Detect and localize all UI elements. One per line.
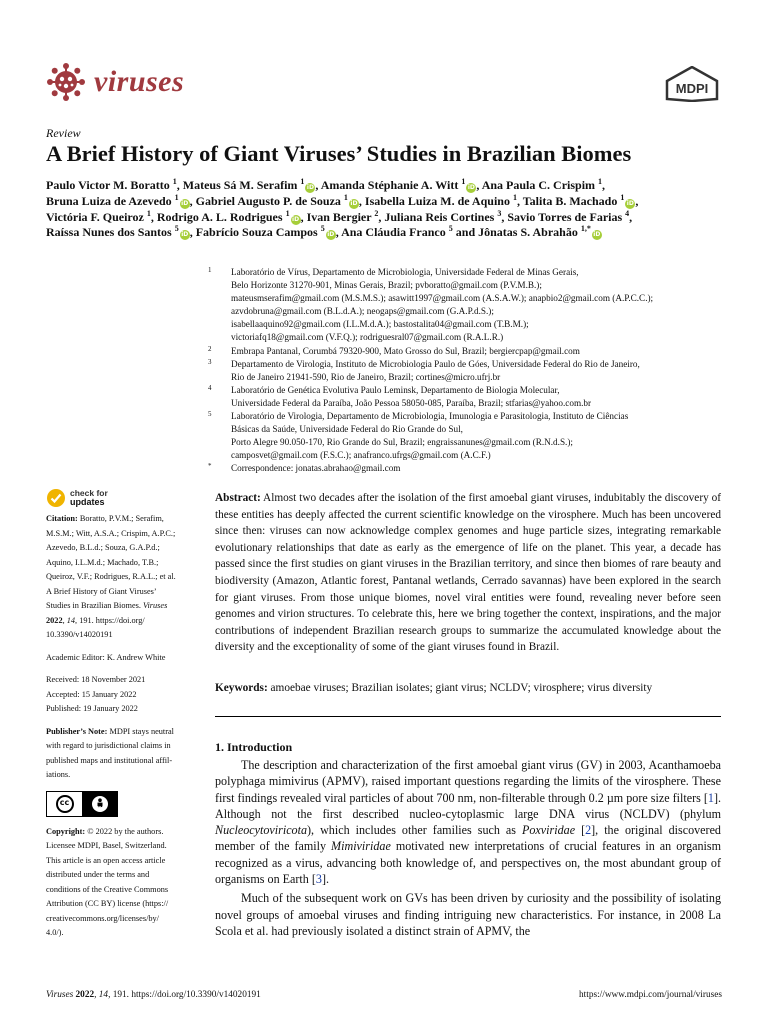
publishers-note-label: Publisher’s Note:	[46, 726, 108, 736]
by-label: BY	[96, 806, 104, 812]
check-updates-line1: check for	[70, 488, 108, 498]
author-name[interactable]	[507, 210, 632, 224]
author-name[interactable]	[341, 225, 475, 239]
reference-link[interactable]: 2	[585, 823, 592, 838]
citation-label: Citation:	[46, 514, 78, 523]
affiliation	[206, 462, 726, 475]
author-name[interactable]	[384, 210, 504, 224]
citation: Citation: Boratto, P.V.M.; Serafim, M.S.M.; Witt, A.S.A.; Crispim, A.P.C.; Azevedo, B.L.d.; Souza, G.A.P.d.; Aquino, I.L.M.d.; Machado, T.B.; Queiroz, V.F.; Rodrigues, R.A.L.; et al. A Brief History of Giant Viruses’ Studies in Brazilian Biomes. Viruses 2022, 14, 191. https://doi.org/ 10.3390/v14020191	[46, 514, 176, 639]
affiliation-marker: 1	[300, 177, 305, 186]
footer-journal-url[interactable]: https://www.mdpi.com/journal/viruses	[579, 990, 722, 1000]
citation-volume: 14	[66, 615, 76, 625]
copyright-line: © 2022 by the authors.	[85, 826, 164, 836]
footer-year: 2022	[75, 990, 95, 1000]
affiliation	[206, 410, 726, 462]
affiliation-marker: 1	[598, 177, 603, 186]
copyright-line: 4.0/).	[46, 928, 64, 937]
check-updates-icon	[46, 488, 66, 508]
author-name-text: Bruna Luiza de Azevedo	[46, 193, 172, 208]
publishers-note-line: with regard to jurisdictional claims in	[46, 741, 171, 750]
text-run: ], the original discovered member of the family	[215, 823, 721, 854]
orcid-icon[interactable]: iD	[593, 231, 601, 239]
orcid-icon[interactable]: iD	[292, 215, 300, 223]
author-name-text: Juliana Reis Cortines	[384, 209, 495, 224]
author-separator: ,	[501, 209, 505, 224]
author-name-text: Isabella Luiza M. de Aquino	[364, 193, 510, 208]
abstract-label: Abstract:	[215, 492, 261, 504]
author-name[interactable]	[183, 178, 319, 192]
sidebar	[46, 488, 196, 949]
publishers-note	[46, 725, 196, 783]
author-name-text: Amanda Stéphanie A. Witt	[320, 178, 459, 192]
author-name[interactable]	[365, 194, 520, 208]
text-run: ), which includes other families such as	[307, 823, 522, 838]
author-name-text: Talita B. Machado	[522, 193, 618, 208]
affiliation-line: camposvet@gmail.com (F.S.C.); anafranco.ufrgs@gmail.com (A.C.F.)	[231, 450, 491, 461]
dates	[46, 673, 196, 717]
affiliation-line: azvdobruna@gmail.com (B.L.d.A.); neogaps@gmail.com (G.A.P.d.S.);	[231, 306, 494, 317]
author-name-text: Fabrício Souza Campos	[195, 225, 318, 240]
affiliation-marker: 1	[620, 192, 625, 202]
affiliation	[206, 358, 726, 384]
publishers-note-line: iations.	[46, 770, 71, 779]
copyright-line: Attribution (CC BY) license (https://	[46, 899, 169, 908]
author-separator: ,	[358, 193, 362, 208]
author-list	[46, 178, 736, 241]
author-name-text: Raíssa Nunes dos Santos	[46, 225, 172, 240]
section-divider	[215, 716, 721, 717]
author-name[interactable]	[196, 225, 339, 239]
text-run: The description and characterization of the first amoebal giant virus (GV) in 2003, Acanthamoeba polyphaga mimivirus (APMV), raised important questions regarding the limits of the virosphere. These first findings revealed viral particles of about 700 nm, non-filterable through 0.2 µm pore size filters [	[215, 758, 721, 805]
affiliation-number: 1	[208, 266, 212, 274]
orcid-icon[interactable]: iD	[467, 184, 475, 191]
affiliation-number: 5	[208, 410, 212, 419]
affiliations	[206, 266, 726, 476]
keywords-text: amoebae viruses; Brazilian isolates; giant virus; NCLDV; virosphere; virus diversity	[267, 682, 653, 694]
orcid-icon[interactable]: iD	[350, 199, 358, 207]
citation-journal: Viruses	[143, 601, 168, 610]
affiliation-line: Departamento de Virologia, Instituto de Microbiologia Paulo de Góes, Universidade Federal do Rio de Janeiro,	[231, 358, 640, 369]
author-name[interactable]	[46, 194, 193, 208]
author-separator: ,	[635, 193, 639, 208]
journal-name: viruses	[94, 65, 185, 98]
author-separator: ,	[150, 209, 154, 224]
affiliation-marker: 1,*	[580, 224, 591, 234]
author-separator: ,	[189, 193, 193, 208]
introduction-body	[215, 757, 721, 939]
author-name-text: Rodrigo A. L. Rodrigues	[156, 209, 283, 224]
paragraph: Much of the subsequent work on GVs has been driven by curiosity and the possibility of isolating novel groups of amoebal viruses and finding intriguing new characteristics. For instance, in 2008 La Scola et al. had previously isolated a distinct strain of APMV, the	[215, 891, 721, 938]
affiliation-line: Universidade Federal da Paraíba, João Pessoa 58050-085, Paraíba, Brazil; stfarias@yahoo.com.br	[231, 397, 592, 408]
citation-doi-link[interactable]: 10.3390/v14020191	[46, 630, 113, 639]
affiliation-line: Embrapa Pantanal, Corumbá 79320-900, Mato Grosso do Sul, Brazil; bergiercpap@gmail.com	[231, 345, 580, 356]
author-name-text: Ana Paula C. Crispim	[481, 178, 596, 192]
affiliation-line: Básicas da Saúde, Universidade Federal do Rio Grande do Sul,	[231, 424, 463, 435]
abstract-text: Almost two decades after the isolation of the first amoebal giant viruses, indubitably the discovery of these entities has deeply affected the current scientific knowledge on the virosphere. Much has been uncovered since then: viruses can now acknowledge complex genomes and huge particle sizes, integrating remarkable evolutionary relationships that date as early as the emergence of life on the planet. This year, a decade has passed since the first studies on giant viruses in the Brazilian territory, and since then biomes of rare beauty and biodiversity (Amazon, Atlantic forest, Pantanal wetlands, Cerrado savannas) have been explored in the search for giant viruses. From those unique biomes, novel viral entities were found, revealing never before seen genomes and virion structures. To celebrate this, here we bring together the context, inspirations, and the major contributions of independent Brazilian research groups to summarize the accumulated knowledge about the diversity and the exceptionality of some of the giant viruses found in Brazil.	[215, 492, 721, 654]
author-separator: and	[452, 225, 476, 240]
footer-citation: Viruses 2022, 14, 191. https://doi.org/10.3390/v14020191	[46, 990, 261, 1000]
author-name-text: Ivan Bergier	[306, 209, 372, 224]
text-run: [	[575, 823, 586, 838]
reference-link[interactable]: 3	[315, 872, 322, 887]
affiliation-number: 4	[208, 383, 212, 392]
author-separator: ,	[378, 209, 382, 224]
mdpi-logo-icon[interactable]	[664, 66, 720, 102]
footer-doi[interactable]: , 191. https://doi.org/10.3390/v14020191	[108, 990, 261, 1000]
copyright-line: This article is an open access article	[46, 855, 166, 865]
citation-line: Queiroz, V.F.; Rodrigues, R.A.L.; et al.	[46, 572, 176, 581]
citation-line: Boratto, P.V.M.; Serafim,	[79, 514, 164, 523]
text-run-italic: Mimiviridae	[331, 839, 391, 854]
publisher-name: MDPI	[675, 81, 709, 96]
reference-link[interactable]: 1	[707, 790, 714, 805]
copyright-line: distributed under the terms and	[46, 870, 150, 879]
author-name[interactable]	[46, 225, 193, 239]
citation-rest: , 191. https://doi.org/	[75, 615, 145, 625]
author-separator: ,	[516, 193, 520, 208]
publishers-note-line: published maps and institutional affil-	[46, 755, 173, 765]
received-date: Received: 18 November 2021	[46, 675, 146, 684]
keywords	[215, 680, 721, 696]
affiliation-line: mateusmserafim@gmail.com (M.S.M.S.); asawitt1997@gmail.com (A.S.A.W.); anapbio2@gmail.com (A.P.C.C.);	[231, 293, 654, 304]
orcid-icon[interactable]: iD	[181, 199, 189, 207]
academic-editor: Academic Editor: K. Andrew White	[46, 652, 166, 662]
copyright-line: Licensee MDPI, Basel, Switzerland.	[46, 841, 167, 850]
affiliation-marker: 5	[174, 224, 179, 234]
affiliation-line: Rio de Janeiro 21941-590, Rio de Janeiro, Brazil; cortines@micro.ufrj.br	[231, 371, 501, 382]
copyright	[46, 825, 196, 941]
published-date: Published: 19 January 2022	[46, 704, 138, 713]
author-name[interactable]	[307, 210, 382, 224]
virus-logo-icon	[46, 62, 86, 102]
author-separator: ,	[315, 178, 319, 192]
affiliation-marker: 5	[448, 224, 453, 234]
affiliation-marker: 1	[343, 192, 348, 202]
author-name[interactable]	[321, 178, 480, 192]
affiliation-marker: 1	[174, 192, 179, 202]
journal-logo[interactable]	[46, 62, 184, 102]
author-line	[46, 210, 736, 226]
author-name-text: Mateus Sá M. Serafim	[182, 178, 298, 192]
affiliation-line: isabellaaquino92@gmail.com (I.L.M.d.A.); bastostalita04@gmail.com (T.B.M.);	[231, 319, 529, 330]
citation-line: Studies in Brazilian Biomes.	[46, 601, 141, 610]
author-separator: ,	[189, 225, 193, 240]
affiliation-marker: 1	[146, 208, 151, 218]
affiliation-marker: 1	[461, 177, 466, 186]
affiliation-marker: 2	[374, 208, 379, 218]
orcid-icon[interactable]: iD	[306, 184, 314, 191]
article-title: A Brief History of Giant Viruses’ Studies in Brazilian Biomes	[46, 141, 632, 166]
publishers-note-line: MDPI stays neutral	[107, 726, 174, 736]
author-name[interactable]	[478, 225, 602, 239]
affiliation-number: *	[208, 462, 212, 471]
affiliation-line: Correspondence: jonatas.abrahao@gmail.com	[231, 463, 401, 474]
check-for-updates[interactable]	[46, 488, 196, 508]
citation-line: Azevedo, B.L.d.; Souza, G.A.P.d.;	[46, 543, 160, 552]
paragraph	[215, 757, 721, 887]
affiliation	[206, 384, 726, 410]
affiliation	[206, 345, 726, 358]
orcid-icon[interactable]: iD	[181, 231, 189, 239]
affiliation-line: victoriafq18@gmail.com (V.F.Q.); rodriguesral07@gmail.com (R.A.L.R.)	[231, 332, 504, 343]
cc-by-license-badge[interactable]	[46, 791, 118, 817]
affiliation-line: Laboratório de Vírus, Departamento de Microbiologia, Universidade Federal de Minas Gerais,	[231, 267, 579, 277]
author-name[interactable]	[46, 210, 154, 224]
affiliation	[206, 266, 726, 345]
affiliation-marker: 1	[285, 208, 290, 218]
affiliation-marker: 4	[625, 208, 630, 218]
affiliation-line: Laboratório de Genética Evolutiva Paulo Leminsk, Departamento de Biologia Molecular,	[231, 384, 560, 395]
author-separator: ,	[476, 178, 480, 192]
cc-icon: cc	[56, 795, 74, 813]
author-name[interactable]	[196, 194, 362, 208]
text-run: motivated new interpretations of crucial features in an organism recognized as a virus, advancing both knowledge of, and perspectives on, the most abundant group of organisms on Earth [	[215, 839, 721, 887]
footer-volume: 14	[98, 990, 109, 1000]
abstract	[215, 490, 721, 656]
author-name[interactable]	[523, 194, 639, 208]
citation-line: A Brief History of Giant Viruses’	[46, 586, 157, 596]
author-line	[46, 178, 736, 194]
author-separator: ,	[629, 209, 633, 224]
author-separator: ,	[602, 178, 606, 192]
check-updates-line2: updates	[70, 497, 105, 507]
author-name-text: Ana Cláudia Franco	[341, 225, 446, 240]
orcid-icon[interactable]: iD	[626, 199, 634, 207]
author-line	[46, 194, 736, 210]
affiliation-line: Belo Horizonte 31270-901, Minas Gerais, Brazil; pvboratto@gmail.com (P.V.M.B.);	[231, 280, 542, 291]
text-run-italic: Poxviridae	[522, 823, 576, 838]
author-separator: ,	[335, 225, 339, 240]
copyright-line: creativecommons.org/licenses/by/	[46, 913, 159, 923]
orcid-icon[interactable]: iD	[327, 231, 335, 239]
affiliation-marker: 3	[497, 208, 502, 218]
author-name[interactable]	[482, 178, 605, 192]
citation-line: M.S.M.; Witt, A.S.A.; Crispim, A.P.C.;	[46, 528, 176, 538]
affiliation-line: Laboratório de Virologia, Departamento de Microbiologia, Imunologia e Parasitologia, Instituto de Ciências	[231, 411, 629, 422]
author-name[interactable]	[46, 178, 180, 192]
affiliation-marker: 5	[320, 224, 325, 234]
author-name-text: Savio Torres de Farias	[507, 209, 623, 224]
footer-journal: Viruses	[46, 990, 74, 1000]
author-name-text: Victória F. Queiroz	[46, 209, 144, 224]
affiliation-number: 3	[208, 357, 212, 366]
author-line	[46, 225, 736, 241]
author-name-text: Gabriel Augusto P. de Souza	[195, 193, 341, 208]
copyright-line: conditions of the Creative Commons	[46, 884, 169, 894]
section-heading: 1. Introduction	[215, 740, 293, 754]
author-name-text: Jônatas S. Abrahão	[478, 225, 578, 240]
citation-line: Aquino, I.L.M.d.; Machado, T.B.;	[46, 557, 159, 567]
keywords-label: Keywords:	[215, 682, 268, 694]
author-separator: ,	[300, 209, 304, 224]
affiliation-number: 2	[208, 344, 212, 353]
affiliation-line: Porto Alegre 90.050-170, Rio Grande do Sul, Brazil; engraissanunes@gmail.com (R.N.d.S.);	[231, 437, 573, 448]
accepted-date: Accepted: 15 January 2022	[46, 689, 137, 699]
author-separator: ,	[176, 178, 180, 192]
author-name[interactable]	[157, 210, 304, 224]
text-run: ].	[321, 872, 329, 887]
affiliation-marker: 1	[512, 192, 517, 202]
affiliation-marker: 1	[172, 177, 177, 186]
citation-year: 2022	[46, 615, 63, 625]
article-type: Review	[46, 126, 81, 140]
text-run-italic: Nucleocytoviricota	[215, 823, 308, 838]
author-name-text: Paulo Victor M. Boratto	[46, 178, 170, 192]
copyright-label: Copyright:	[46, 826, 86, 836]
text-run: ]. Although not the first described nucleo-cytoplasmic large DNA virus (NCLDV) (phylum	[215, 790, 721, 821]
